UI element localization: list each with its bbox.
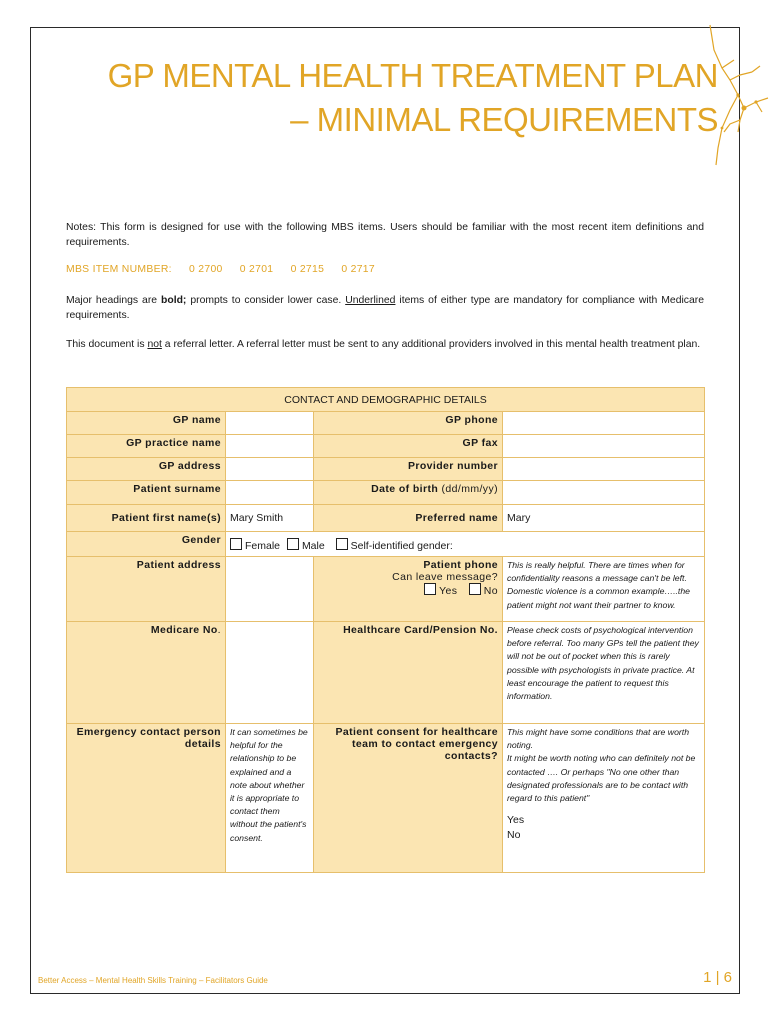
leave-message-yes-checkbox[interactable] xyxy=(424,583,436,595)
gp-fax-field[interactable] xyxy=(503,435,705,458)
provider-number-label: Provider number xyxy=(314,458,503,481)
mbs-label: MBS ITEM NUMBER: xyxy=(66,264,172,275)
gender-female-checkbox[interactable] xyxy=(230,538,242,550)
headings-note-text: items of either type are mandatory for compliance with Medicare requirements. xyxy=(66,295,704,321)
table-header: CONTACT AND DEMOGRAPHIC DETAILS xyxy=(67,388,705,412)
preferred-name-field[interactable]: Mary xyxy=(503,505,705,532)
consent-no-option[interactable]: No xyxy=(507,829,521,842)
mbs-item: 0 2701 xyxy=(239,264,274,275)
consent-yes-option[interactable]: Yes xyxy=(507,814,525,827)
dob-field[interactable] xyxy=(503,481,705,505)
gp-phone-label: GP phone xyxy=(314,412,503,435)
gp-practice-name-label: GP practice name xyxy=(67,435,226,458)
consent-guidance-note: This might have some conditions that are worth noting. It might be worth noting who can definitely not be contacted …. Or perhaps "No one other than designated professionals are to be contact with regard to this patient" xyxy=(507,727,696,804)
page-title-line-2: – MINIMAL REQUIREMENTS xyxy=(290,101,718,138)
footer-text: Better Access – Mental Health Skills Training – Facilitators Guide xyxy=(38,976,268,985)
provider-number-field[interactable] xyxy=(503,458,705,481)
referral-note-paragraph xyxy=(66,337,704,352)
emergency-contact-guidance-note: It can sometimes be helpful for the relationship to be explained and a note about whether it is appropriate to contact them without the patient's consent. xyxy=(226,724,314,873)
leave-message-yes-label: Yes xyxy=(439,585,458,597)
notes-paragraph: Notes: This form is designed for use with the following MBS items. Users should be familiar with the most recent item definitions and requirements. xyxy=(66,222,704,248)
gender-self-checkbox[interactable] xyxy=(336,538,348,550)
headings-note-text: Major headings are xyxy=(66,295,161,306)
leave-message-prompt: Can leave message? xyxy=(392,571,498,583)
patient-address-field[interactable] xyxy=(226,557,314,622)
referral-note-text: This document is xyxy=(66,339,148,350)
mbs-item: 0 2715 xyxy=(290,264,325,275)
medicare-label-text: Medicare No xyxy=(150,624,218,636)
headings-note-text: prompts to consider lower case. xyxy=(186,295,346,306)
dob-label xyxy=(314,481,503,505)
gender-male-checkbox[interactable] xyxy=(287,538,299,550)
consent-label: Patient consent for healthcare team to contact emergency contacts? xyxy=(314,724,503,873)
gp-phone-field[interactable] xyxy=(503,412,705,435)
emergency-contact-label: Emergency contact person details xyxy=(67,724,226,873)
phone-guidance-note: This is really helpful. There are times when for confidentiality reasons a message can't be left. Domestic violence is a common example…..the patient might not want their partner to know. xyxy=(503,557,705,622)
patient-surname-label: Patient surname xyxy=(67,481,226,505)
gender-male-label: Male xyxy=(301,540,325,552)
gp-name-label: GP name xyxy=(67,412,226,435)
preferred-name-label: Preferred name xyxy=(314,505,503,532)
healthcare-card-label: Healthcare Card/Pension No. xyxy=(314,622,503,724)
page-number: 1 | 6 xyxy=(703,969,732,986)
headings-note-underlined: Underlined xyxy=(345,295,396,306)
gp-fax-label: GP fax xyxy=(314,435,503,458)
mbs-item-numbers xyxy=(66,264,389,275)
mbs-item: 0 2717 xyxy=(341,264,375,275)
gender-female-label: Female xyxy=(245,540,281,552)
gp-address-label: GP address xyxy=(67,458,226,481)
patient-surname-field[interactable] xyxy=(226,481,314,505)
leave-message-no-checkbox[interactable] xyxy=(469,583,481,595)
dob-label-text: Date of birth xyxy=(371,483,439,495)
dob-format-hint: (dd/mm/yy) xyxy=(441,483,498,495)
patient-phone-label: Patient phone xyxy=(423,559,498,571)
gender-label: Gender xyxy=(67,532,226,557)
gender-options xyxy=(226,532,705,557)
patient-first-names-label: Patient first name(s) xyxy=(67,505,226,532)
patient-phone-cell xyxy=(314,557,503,622)
medicare-label-dot: . xyxy=(217,624,221,636)
headings-note-bold: bold; xyxy=(161,295,187,306)
healthcare-guidance-note: Please check costs of psychological intervention before referral. Too many GPs tell the patient they will not be out of pocket when this is rarely possible with psychologists in private practice. At least encourage the patient to request this information. xyxy=(503,622,705,724)
consent-cell xyxy=(503,724,705,873)
medicare-field[interactable] xyxy=(226,622,314,724)
gp-practice-name-field[interactable] xyxy=(226,435,314,458)
mbs-item: 0 2700 xyxy=(189,264,223,275)
gp-address-field[interactable] xyxy=(226,458,314,481)
gp-name-field[interactable] xyxy=(226,412,314,435)
contact-demographic-table xyxy=(66,387,705,873)
patient-address-label: Patient address xyxy=(67,557,226,622)
patient-first-names-field[interactable]: Mary Smith xyxy=(226,505,314,532)
medicare-label xyxy=(67,622,226,724)
headings-note-paragraph xyxy=(66,293,704,323)
referral-note-underlined: not xyxy=(147,339,162,350)
page-title-line-1: GP MENTAL HEALTH TREATMENT PLAN xyxy=(107,57,718,94)
leave-message-no-label: No xyxy=(483,585,498,597)
gender-self-label: Self-identified gender: xyxy=(350,540,453,552)
referral-note-text: a referral letter. A referral letter must be sent to any additional providers involved in this mental health treatment plan. xyxy=(161,339,701,350)
